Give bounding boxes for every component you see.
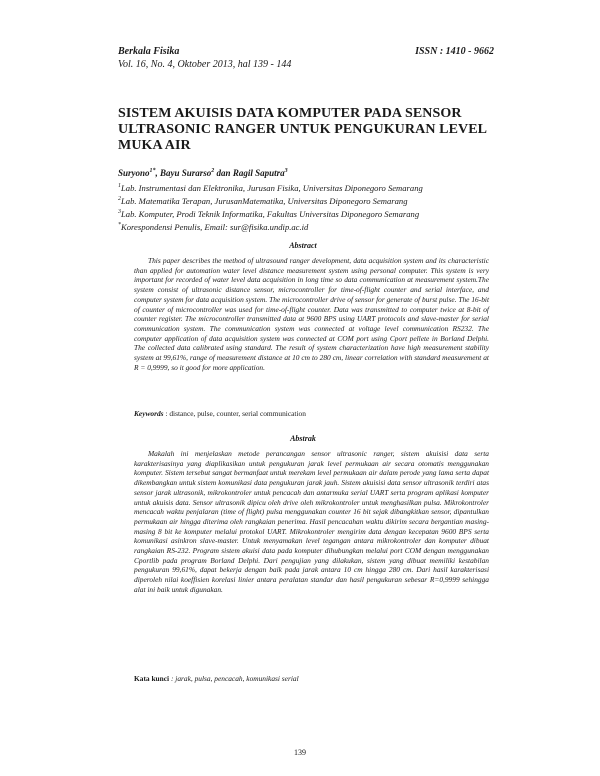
affiliation-1 xyxy=(118,181,498,194)
header-top-row xyxy=(118,45,494,58)
keywords-id-text: : jarak, pulsa, pencacah, komunikasi serial xyxy=(169,674,299,683)
abstract-en-heading: Abstract xyxy=(289,241,317,250)
correspondence xyxy=(118,220,498,233)
journal-name: Berkala Fisika xyxy=(118,46,180,57)
author-block xyxy=(118,166,498,232)
page-number: 139 xyxy=(294,748,306,757)
keywords-id-label: Kata kunci xyxy=(134,674,170,683)
affiliation-3-sup: 3 xyxy=(118,208,121,215)
correspondence-sup: * xyxy=(118,221,121,228)
affiliation-3 xyxy=(118,207,498,220)
affiliation-2-text: Lab. Matematika Terapan, JurusanMatematika, Universitas Diponegoro Semarang xyxy=(121,195,408,206)
author-1: Suryono xyxy=(118,168,150,178)
abstract-id-body: Makalah ini menjelaskan metode perancangan sensor ultrasonic ranger, sistem akuisisi data serta karakterisasinya yang diaplikasikan untuk pengukuran jarak level permukaan air secara otomatis menggunakan komputer. Sistem tersebut sangat bermanfaat untuk merekam level permukaan air dalam perode yang lama serta dapat dikembangkan untuk sistem komunikasi data pengukuran jarak jauh. Sistem akuisisi data sensor ultrasonik terdiri atas sensor jarak ultrasonik, mikrokontroler untuk pencacah dan antarmuka serial UART serta program aplikasi komputer untuk akuisis data. Sensor ultrasonik dipicu oleh drive oleh mikrokontroler untuk menghasilkan pulsa. Mikrokontroler mencacah waktu penjalaran (time of flight) pulsa menggunakan counter 16 bit sejak dibangkitkan sensor, dipantulkan permukaan air hingga diterima oleh rangkaian penerima. Hasil pencacahan waktu dikirim secara bergantian masing-masing 8 bit ke komputer melalui protokol UART. Mikrokontroler mengirim data dengan kecepatan 9600 BPS serta komunikasi asinkron slave-master. Untuk menyamakan level tegangan antara mikrokontroler dan komputer dibuat rangkaian RS-232. Program sistem akuisi data pada komputer dihubungkan melalui port COM dengan menggunakan Cportlib pada program Borland Delphi. Dari pengujian yang dilakukan, sistem yang dibuat memiliki kestabilan pengukuran 99,61%, dapat bekerja dengan baik pada jarak antara 10 cm hingga 280 cm. Dari hasil karakterisasi diperoleh nilai koeffisien korelasi linier antara peralatan standar dan hasil pengukuran sebesar R=0,9999 sehingga alat ini baik untuk digunakan. xyxy=(134,449,489,594)
author-3: Ragil Saputra xyxy=(232,168,285,178)
affiliation-1-sup: 1 xyxy=(118,183,121,189)
affiliation-2-sup: 2 xyxy=(118,195,121,202)
keywords-en-text: : distance, pulse, counter, serial communication xyxy=(163,409,306,418)
paper-title: SISTEM AKUISIS DATA KOMPUTER PADA SENSOR ULTRASONIC RANGER UNTUK PENGUKURAN LEVEL MUKA AIR xyxy=(118,106,487,153)
correspondence-text: Korespondensi Penulis, Email: sur@fisika.undip.ac.id xyxy=(121,221,309,232)
keywords-id xyxy=(134,674,489,684)
abstract-en-body: This paper describes the method of ultrasound ranger development, data acquisition system and its characteristic than applied for automation water level distance measurement system using personal computer. This system is very important for recorded of water level data acquisition in long time so data communication at measurement system.The system consist of ultrasonic distance sensor, microcontroller for time-of-flight counter and serial interface, and computer system for data acquisition system. The microcontroller drive of sensor for generate of burst pulse. The 16-bit of counter of microcontroller was used for time-of-flight counter. Data was transmitted to computer twice at 8-bit of counter register. The microcontroller transmitted data at 9600 BPS using UART protocols and slave-master for serial communication system. The communication system was connected at voltage level communication RS232. The computer application of data acquisition system was connected at COM port using Cport pellete in Borland Delphi. The collected data calibrated using standard. The result of system characterization have high measurement stability system at 99,61%, range of measurement distance at 10 cm to 280 cm, linear correlation with standard measurement at R = 0,9999, so it good for more application. xyxy=(134,256,489,372)
affiliation-1-text: Lab. Instrumentasi dan Elektronika, Jurusan Fisika, Universitas Diponegoro Semarang xyxy=(121,182,423,193)
author-1-sup: 1* xyxy=(149,168,156,174)
author-3-sup: 3 xyxy=(284,168,288,174)
keywords-en xyxy=(134,409,489,419)
affiliation-2 xyxy=(118,194,498,207)
journal-header xyxy=(118,45,494,71)
affiliation-3-text: Lab. Komputer, Prodi Teknik Informatika, Fakultas Universitas Diponegoro Semarang xyxy=(121,208,420,219)
abstract-id-heading: Abstrak xyxy=(290,434,316,443)
author-2: Bayu Surarso xyxy=(160,168,212,178)
author-2-sup: 2 xyxy=(211,168,215,174)
author-sep-2: dan xyxy=(214,168,233,178)
keywords-en-label: Keywords xyxy=(134,409,164,418)
volume-info: Vol. 16, No. 4, Oktober 2013, hal 139 - 144 xyxy=(118,59,292,70)
author-sep-1: , xyxy=(155,168,161,178)
issn: ISSN : 1410 - 9662 xyxy=(415,46,494,57)
author-names xyxy=(118,166,498,179)
